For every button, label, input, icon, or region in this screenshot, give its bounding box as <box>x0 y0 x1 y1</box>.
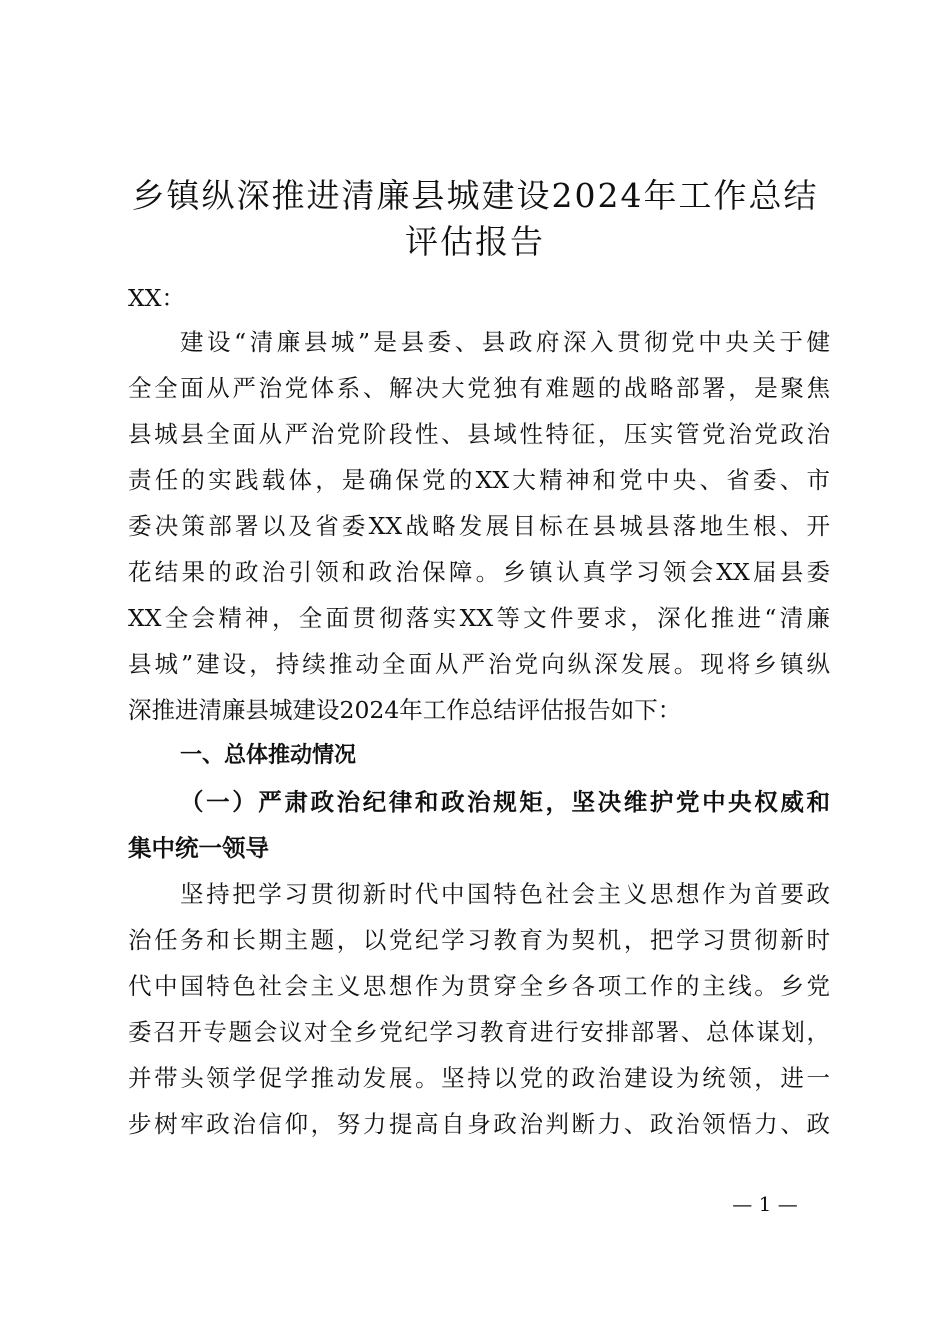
paragraph-line: 步树牢政治信仰，努力提高自身政治判断力、政治领悟力、政 <box>128 1110 830 1138</box>
section-heading: 一、总体推动情况 <box>180 743 357 768</box>
paragraph-line: 建设“清廉县城”是县委、县政府深入贯彻党中央关于健 <box>180 328 830 356</box>
paragraph-line: 委决策部署以及省委XX战略发展目标在县城县落地生根、开 <box>128 512 830 540</box>
subsection-heading-line: （一）严肃政治纪律和政治规矩，坚决维护党中央权威和 <box>180 788 830 816</box>
document-title-line-2: 评估报告 <box>405 222 545 261</box>
paragraph-line: 县城县全面从严治党阶段性、县域性特征，压实管党治党政治 <box>128 420 830 448</box>
paragraph-line: XX全会精神，全面贯彻落实XX等文件要求，深化推进“清廉 <box>128 604 830 632</box>
paragraph-line: 责任的实践载体，是确保党的XX大精神和党中央、省委、市 <box>128 466 830 494</box>
paragraph-line: 花结果的政治引领和政治保障。乡镇认真学习领会XX届县委 <box>128 558 830 586</box>
paragraph-line: 坚持把学习贯彻新时代中国特色社会主义思想作为首要政 <box>180 880 830 908</box>
document-title-line-1: 乡镇纵深推进清廉县城建设2024年工作总结 <box>131 176 819 215</box>
paragraph-line: 全全面从严治党体系、解决大党独有难题的战略部署，是聚焦 <box>128 374 830 402</box>
paragraph-line: 深推进清廉县城建设2024年工作总结评估报告如下： <box>128 696 682 724</box>
salutation: XX： <box>128 284 185 312</box>
paragraph-line: 县城”建设，持续推动全面从严治党向纵深发展。现将乡镇纵 <box>128 650 830 678</box>
subsection-heading-line: 集中统一领导 <box>128 834 269 862</box>
paragraph-line: 委召开专题会议对全乡党纪学习教育进行安排部署、总体谋划， <box>128 1018 830 1046</box>
paragraph-line: 代中国特色社会主义思想作为贯穿全乡各项工作的主线。乡党 <box>128 972 830 1000</box>
paragraph-line: 治任务和长期主题，以党纪学习教育为契机，把学习贯彻新时 <box>128 926 830 954</box>
paragraph-line: 并带头领学促学推动发展。坚持以党的政治建设为统领，进一 <box>128 1064 830 1092</box>
page-number: — 1 — <box>732 1192 798 1216</box>
